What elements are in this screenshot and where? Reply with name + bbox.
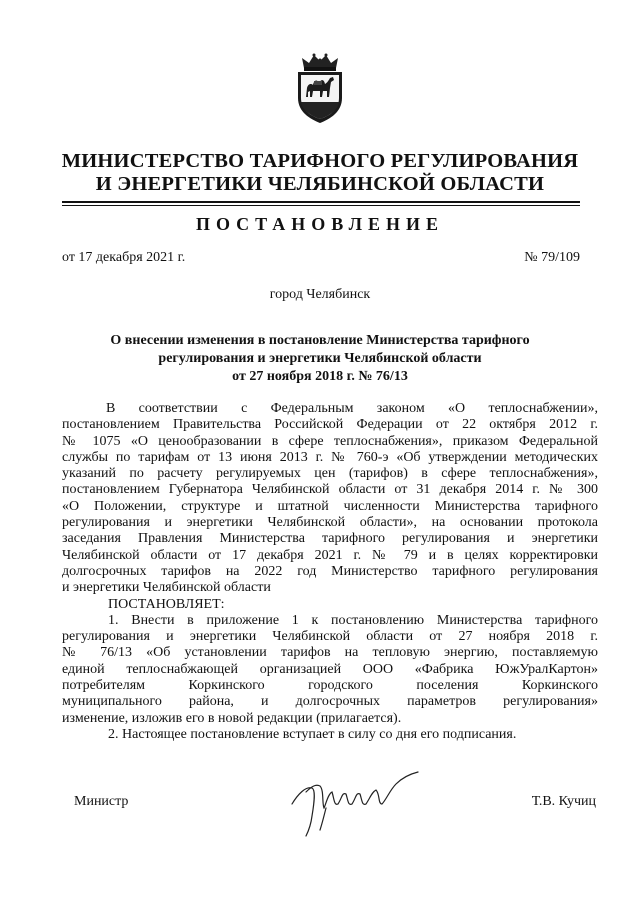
- item1-line: единой теплоснабжающей организацией ООО «Фабрика ЮжУралКартон»: [62, 661, 598, 677]
- preamble-line: № 1075 «О ценообразовании в сфере теплоснабжения», приказом Федеральной: [62, 433, 598, 449]
- preamble-line: «О Положении, структуре и штатной численности Министерства тарифного: [62, 498, 598, 514]
- preamble-line: В соответствии с Федеральным законом «О теплоснабжении»,: [106, 401, 598, 416]
- preamble-line: службы по тарифам от 13 июня 2013 г. № 760-э «Об утверждении методических: [62, 449, 598, 465]
- preamble-line: постановлением Губернатора Челябинской области от 31 декабря 2014 г. № 300: [62, 482, 598, 498]
- preamble-line: Челябинской области от 17 декабря 2021 г. № 79 и в целях корректировки: [62, 547, 598, 563]
- header-divider-thick: [62, 201, 580, 203]
- handwritten-signature: [286, 764, 432, 840]
- preamble-line: долгосрочных тарифов на 2022 год Министерство тарифного регулирования: [62, 563, 598, 579]
- signer-position: Министр: [74, 794, 129, 809]
- preamble-line: заседания Правления Министерства тарифного регулирования и энергетики: [62, 531, 598, 547]
- preamble-line: постановлением Правительства Российской Федерации от 22 октября 2012 г.: [62, 417, 598, 433]
- document-body: [62, 401, 598, 743]
- document-number: № 79/109: [524, 250, 580, 265]
- ministry-name-line2: И ЭНЕРГЕТИКИ ЧЕЛЯБИНСКОЙ ОБЛАСТИ: [95, 173, 545, 195]
- document-city: город Челябинск: [269, 287, 371, 302]
- document-title-line: регулирования и энергетики Челябинской области: [158, 351, 482, 366]
- document-type: ПОСТАНОВЛЕНИЕ: [195, 214, 445, 234]
- document-title-line: О внесении изменения в постановление Министерства тарифного: [110, 333, 530, 348]
- preamble-line: указаний по расчету регулируемых цен (тарифов) в сфере теплоснабжения»,: [62, 466, 598, 482]
- signer-name: Т.В. Кучиц: [531, 794, 596, 809]
- item1-line: № 76/13 «Об установлении тарифов на тепловую энергию, поставляемую: [62, 645, 598, 661]
- item2-line: 2. Настоящее постановление вступает в силу со дня его подписания.: [108, 726, 517, 742]
- preamble-line: и энергетики Челябинской области: [62, 580, 271, 596]
- item1-line: изменение, изложив его в новой редакции (прилагается).: [62, 710, 402, 726]
- resolves-label: ПОСТАНОВЛЯЕТ:: [108, 596, 225, 612]
- item1-line: муниципального района, и долгосрочных параметров регулирования»: [62, 694, 598, 710]
- chelyabinsk-coat-of-arms-icon: [292, 52, 348, 124]
- ministry-name-line1: МИНИСТЕРСТВО ТАРИФНОГО РЕГУЛИРОВАНИЯ: [61, 150, 579, 172]
- header-divider-thin: [62, 205, 580, 206]
- document-title-line: от 27 ноября 2018 г. № 76/13: [232, 369, 408, 384]
- document-date: от 17 декабря 2021 г.: [62, 250, 186, 265]
- item1-line: регулирования и энергетики Челябинской области от 27 ноября 2018 г.: [62, 629, 598, 645]
- item1-line: потребителям Коркинского городского поселения Коркинского: [62, 678, 598, 694]
- item1-line: 1. Внести в приложение 1 к постановлению Министерства тарифного: [108, 612, 598, 628]
- preamble-line: регулирования и энергетики Челябинской области», на основании протокола: [62, 515, 598, 531]
